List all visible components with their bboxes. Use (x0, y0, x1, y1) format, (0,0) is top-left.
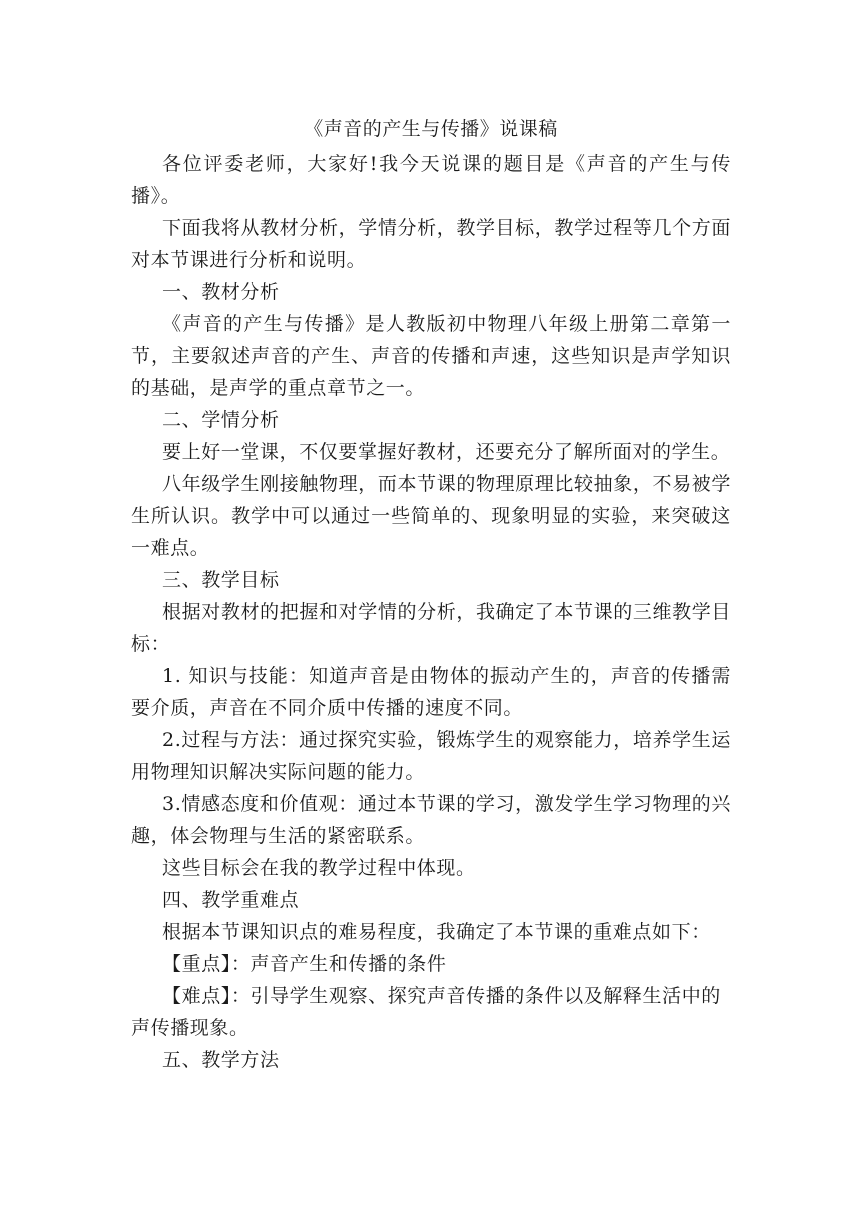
paragraph-goals-summary: 这些目标会在我的教学过程中体现。 (162, 857, 476, 879)
goal-item-process: 2.过程与方法：通过探究实验，锻炼学生的观察能力，培养学生运用物理知识解决实际问题的能力。 (131, 729, 731, 783)
paragraph-greeting: 各位评委老师，大家好!我今天说课的题目是《声音的产生与传播》。 (131, 153, 731, 207)
difficult-point-item: 【难点】：引导学生观察、探究声音传播的条件以及解释生活中的声传播现象。 (131, 985, 721, 1039)
section-heading-key-points: 四、教学重难点 (162, 889, 300, 911)
section-heading-textbook-analysis: 一、教材分析 (162, 281, 280, 303)
document-body (131, 116, 731, 1076)
paragraph-student-analysis-1: 要上好一堂课，不仅要掌握好教材，还要充分了解所面对的学生。 (162, 441, 731, 463)
document-title: 《声音的产生与传播》说课稿 (304, 118, 558, 140)
goal-item-attitude: 3.情感态度和价值观：通过本节课的学习，激发学生学习物理的兴趣，体会物理与生活的紧密联系。 (131, 793, 731, 847)
paragraph-outline: 下面我将从教材分析，学情分析，教学目标，教学过程等几个方面对本节课进行分析和说明。 (131, 217, 731, 271)
goal-item-knowledge: 1. 知识与技能：知道声音是由物体的振动产生的，声音的传播需要介质，声音在不同介质中传播的速度不同。 (131, 665, 731, 719)
paragraph-key-points-intro: 根据本节课知识点的难易程度，我确定了本节课的重难点如下： (162, 921, 711, 943)
paragraph-student-analysis-2: 八年级学生刚接触物理，而本节课的物理原理比较抽象，不易被学生所认识。教学中可以通过一些简单的、现象明显的实验，来突破这一难点。 (131, 473, 731, 559)
section-heading-student-analysis: 二、学情分析 (162, 409, 280, 431)
paragraph-textbook-analysis: 《声音的产生与传播》是人教版初中物理八年级上册第二章第一节，主要叙述声音的产生、声音的传播和声速，这些知识是声学知识的基础，是声学的重点章节之一。 (131, 313, 731, 399)
paragraph-goals-intro: 根据对教材的把握和对学情的分析，我确定了本节课的三维教学目标： (131, 601, 731, 655)
key-point-item: 【重点】：声音产生和传播的条件 (162, 953, 447, 975)
section-heading-teaching-methods: 五、教学方法 (162, 1049, 280, 1071)
section-heading-teaching-goals: 三、教学目标 (162, 569, 280, 591)
